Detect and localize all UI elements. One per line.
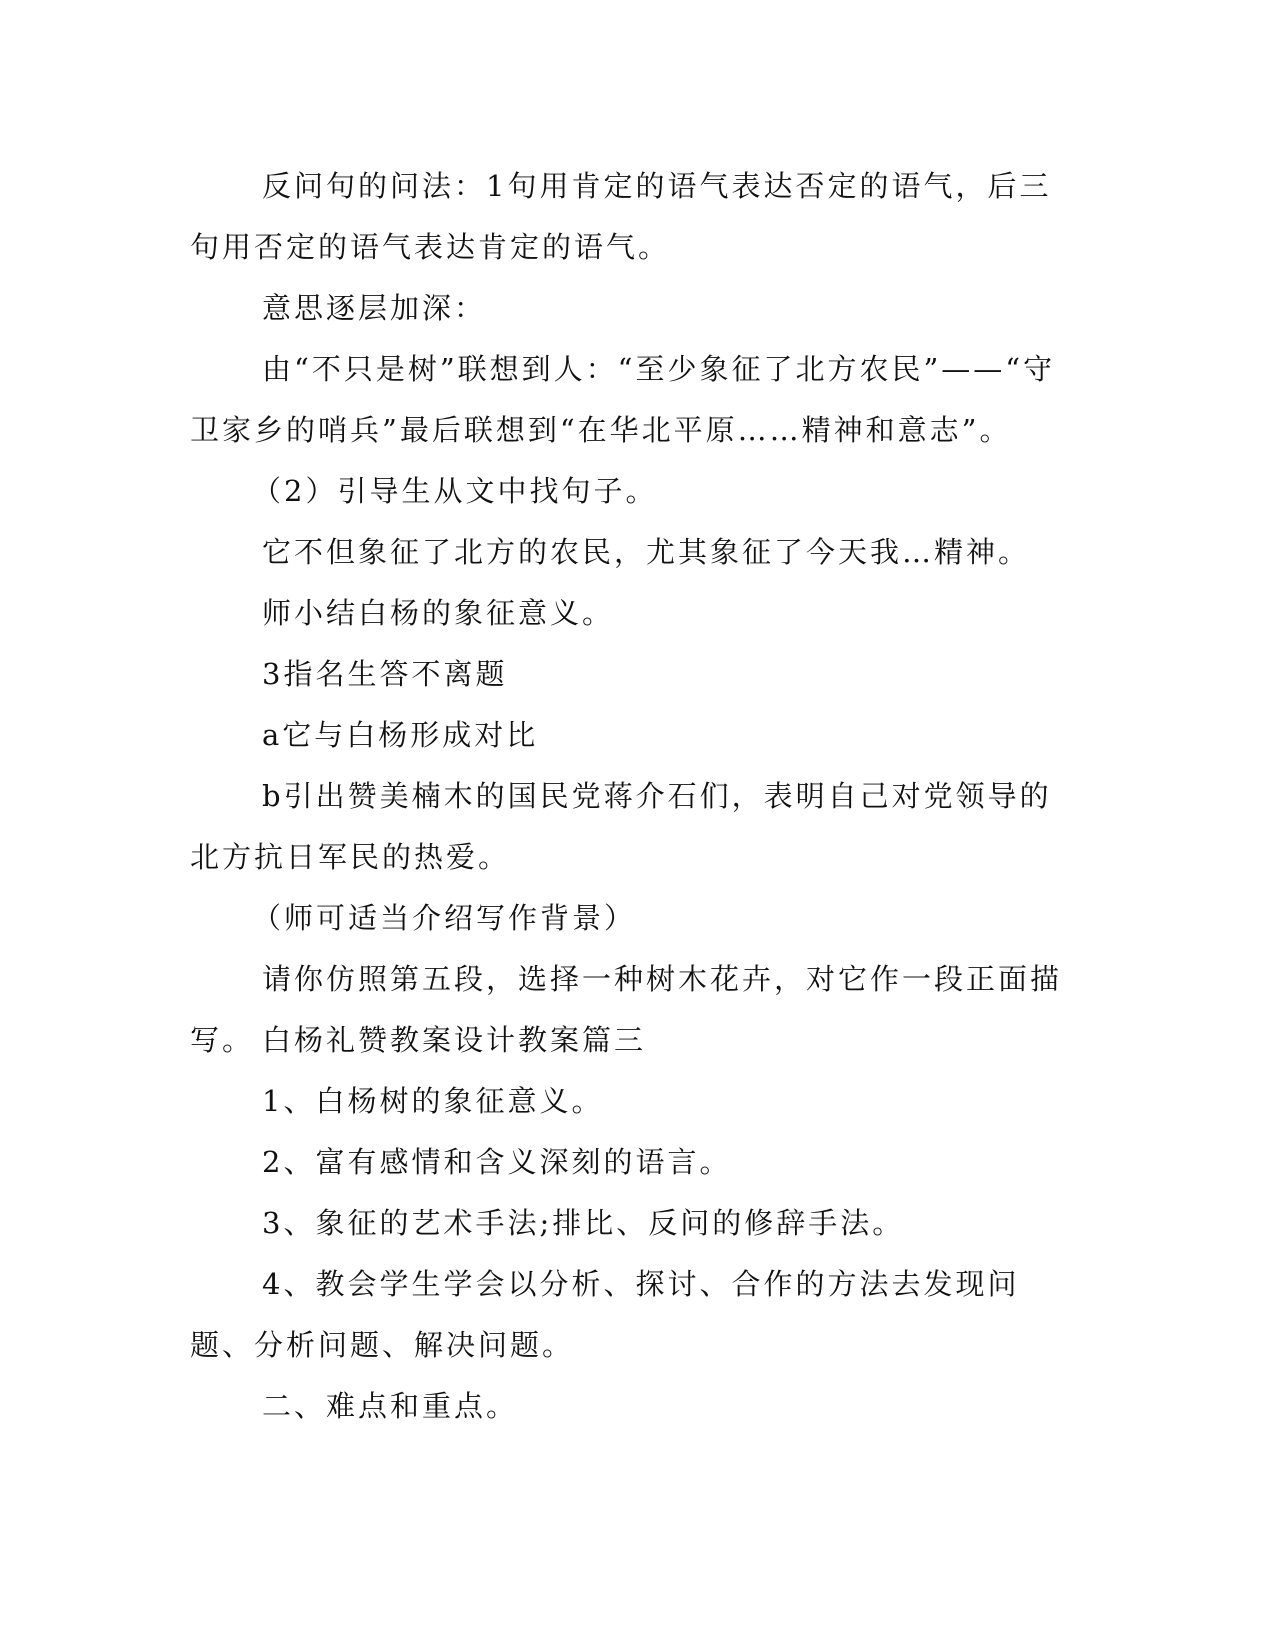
- list-item-4: 4、教会学生学会以分析、探讨、合作的方法去发现问题、分析问题、解决问题。: [190, 1267, 1020, 1362]
- section-heading-difficulties: 二、难点和重点。: [262, 1389, 519, 1423]
- paragraph-meaning-deepens: 意思逐层加深：: [262, 291, 487, 325]
- paragraph-teacher-summary: 师小结白杨的象征意义。: [262, 596, 615, 630]
- list-item-1: 1、白杨树的象征意义。: [262, 1084, 604, 1118]
- paragraph-point-3: 3指名生答不离题: [262, 657, 508, 691]
- paragraph-association: 由“不只是树”联想到人：“至少象征了北方农民”——“守卫家乡的哨兵”最后联想到“在华北平原……精神和意志”。: [190, 352, 1056, 447]
- paragraph-point-b: b引出赞美楠木的国民党蒋介石们，表明自己对党领导的北方抗日军民的热爱。: [190, 779, 1052, 874]
- paragraph-writing-task: 请你仿照第五段，选择一种树木花卉，对它作一段正面描写。: [190, 962, 1063, 1057]
- paragraph-background-note: （师可适当介绍写作背景）: [252, 901, 637, 935]
- paragraph-rhetorical-question: 反问句的问法：1句用肯定的语气表达否定的语气，后三句用否定的语气表达肯定的语气。: [190, 169, 1052, 264]
- list-item-3: 3、象征的艺术手法;排比、反问的修辞手法。: [262, 1206, 905, 1240]
- paragraph-guide-students: （2）引导生从文中找句子。: [252, 474, 658, 508]
- list-item-2: 2、富有感情和含义深刻的语言。: [262, 1145, 732, 1179]
- section-heading-part-three: 白杨礼赞教案设计教案篇三: [262, 1023, 647, 1057]
- paragraph-symbolize-farmers: 它不但象征了北方的农民，尤其象征了今天我…精神。: [262, 535, 1031, 569]
- paragraph-point-a: a它与白杨形成对比: [262, 718, 539, 752]
